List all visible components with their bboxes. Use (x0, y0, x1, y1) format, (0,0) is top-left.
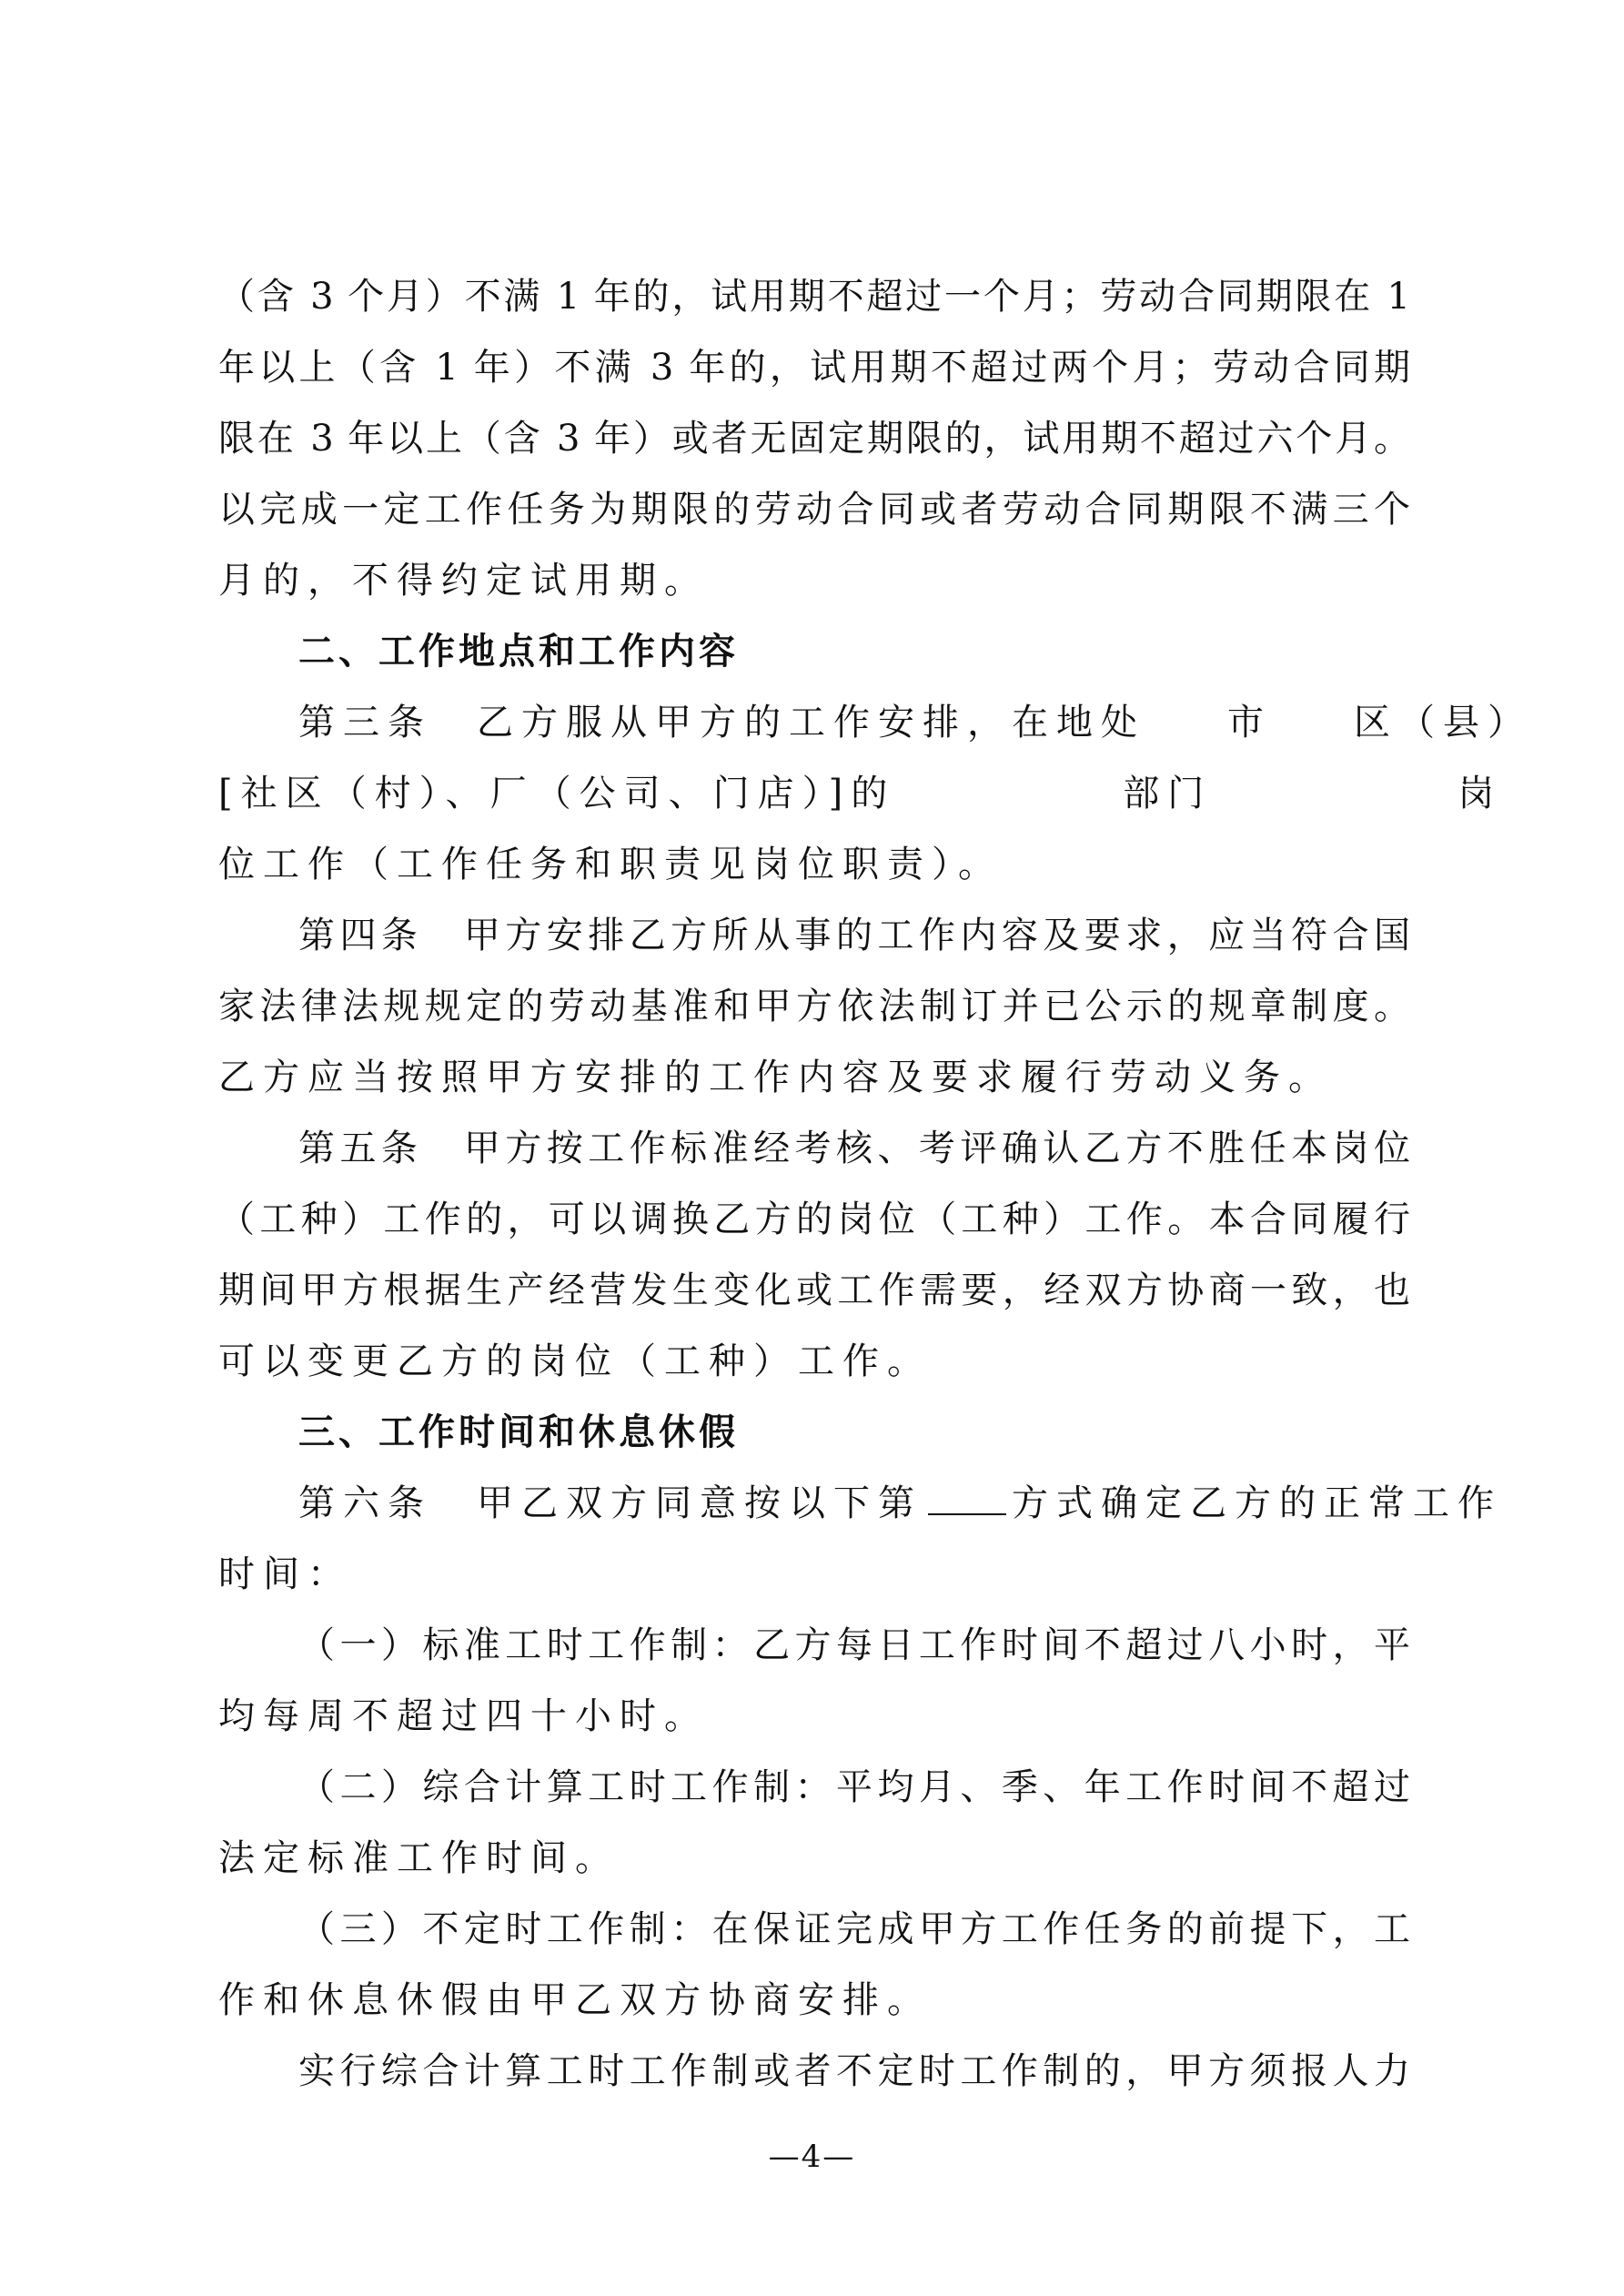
text-line: 年以上（含 1 年）不满 3 年的，试用期不超过两个月；劳动合同期 (218, 347, 1410, 389)
text-line: 乙方应当按照甲方安排的工作内容及要求履行劳动义务。 (218, 1057, 1333, 1098)
text-line: 第五条 甲方按工作标准经考核、考评确认乙方不胜任本岗位 (298, 1128, 1410, 1169)
text-line: （工种）工作的，可以调换乙方的岗位（工种）工作。本合同履行 (218, 1199, 1410, 1240)
text-line: 位工作（工作任务和职责见岗位职责）。 (218, 844, 1003, 885)
article-3-text: 第三条 乙方服从甲方的工作安排，在地处 (298, 702, 1145, 743)
text-line: （二）综合计算工时工作制：平均月、季、年工作时间不超过 (298, 1766, 1410, 1808)
article-6-line (298, 1471, 1502, 1536)
article-3-line (298, 690, 1532, 755)
text-line: （三）不定时工作制：在保证完成甲方工作任务的前提下，工 (298, 1908, 1410, 1950)
district-label: 区（县） (1354, 702, 1532, 743)
section-heading: 二、工作地点和工作内容 (298, 631, 739, 673)
article-3-line (218, 761, 1503, 826)
page-number: —4— (768, 2139, 856, 2175)
section-heading: 三、工作时间和休息休假 (298, 1411, 739, 1453)
text-line: （一）标准工时工作制：乙方每日工作时间不超过八小时，平 (298, 1624, 1410, 1666)
city-label: 市 (1227, 702, 1272, 743)
text-line: 作和休息休假由甲乙双方协商安排。 (218, 1979, 932, 2021)
text-line: 月的，不得约定试用期。 (218, 560, 709, 602)
text-line: 期间甲方根据生产经营发生变化或工作需要，经双方协商一致，也 (218, 1269, 1410, 1311)
text-line: 家法律法规规定的劳动基准和甲方依法制订并已公示的规章制度。 (218, 986, 1410, 1027)
department-label: 部门 (1123, 773, 1213, 814)
article-6-text: 方式确定乙方的正常工作 (1012, 1482, 1502, 1524)
article-3-text: [社区（村）、厂（公司、门店）]的 (218, 773, 896, 814)
text-line: 第四条 甲方安排乙方所从事的工作内容及要求，应当符合国 (298, 915, 1410, 956)
text-line: 法定标准工作时间。 (218, 1837, 620, 1879)
text-line: （含 3 个月）不满 1 年的，试用期不超过一个月；劳动合同期限在 1 (218, 276, 1410, 318)
text-line: 实行综合计算工时工作制或者不定时工作制的，甲方须报人力 (298, 2050, 1410, 2092)
text-line: 时间： (218, 1553, 352, 1595)
post-label: 岗 (1458, 773, 1503, 814)
article-6-text: 第六条 甲乙双方同意按以下第 (298, 1482, 923, 1524)
fill-in-blank (928, 1473, 1006, 1515)
text-line: 可以变更乙方的岗位（工种）工作。 (218, 1340, 932, 1382)
text-line: 均每周不超过四十小时。 (218, 1695, 709, 1737)
text-line: 以完成一定工作任务为期限的劳动合同或者劳动合同期限不满三个 (218, 489, 1410, 531)
text-line: 限在 3 年以上（含 3 年）或者无固定期限的，试用期不超过六个月。 (218, 418, 1410, 460)
